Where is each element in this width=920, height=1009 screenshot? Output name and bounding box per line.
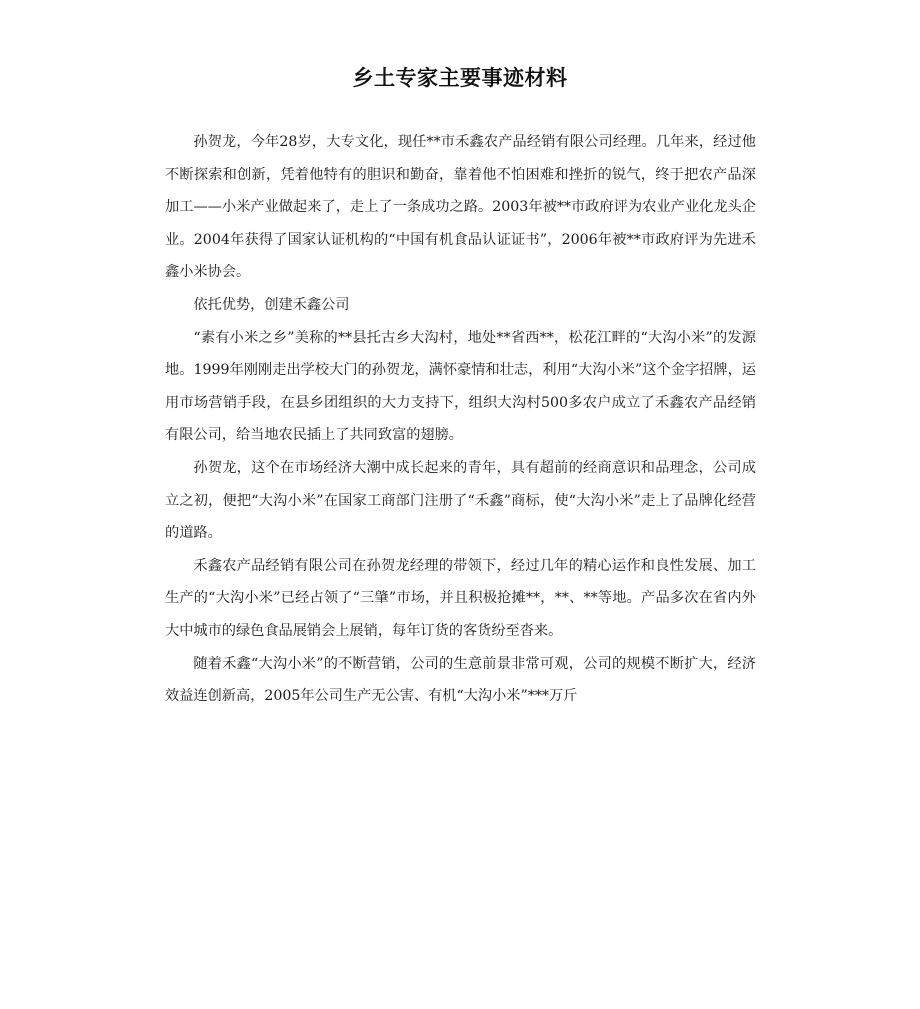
document-body <box>165 126 756 713</box>
paragraph-brand: 孙贺龙，这个在市场经济大潮中成长起来的青年，具有超前的经商意识和品理念，公司成立之初，便把“大沟小米”在国家工商部门注册了“禾鑫”商标，使“大沟小米”走上了品牌化经营的道路。 <box>165 459 756 542</box>
paragraph-market: 禾鑫农产品经销有限公司在孙贺龙经理的带领下，经过几年的精心运作和良性发展、加工生产的“大沟小米”已经占领了“三肇”市场，并且积极抢摊**，**、**等地。产品多次在省内外大中城市的绿色食品展销会上展销，每年订货的客货纷至沓来。 <box>165 557 756 639</box>
paragraph-origin: “素有小米之乡”美称的**县托古乡大沟村，地处**省西**，松花江畔的“大沟小米”的发源地。1999年刚刚走出学校大门的孙贺龙，满怀豪情和壮志，利用“大沟小米”这个金字招牌，运用市场营销手段，在县乡团组织的大力支持下，组织大沟村500多农户成立了禾鑫农产品经销有限公司，给当地农民插上了共同致富的翅膀。 <box>165 329 756 444</box>
document-title: 乡土专家主要事迹材料 <box>352 66 568 90</box>
paragraph-intro: 孙贺龙，今年28岁，大专文化，现任**市禾鑫农产品经销有限公司经理。几年来，经过他不断探索和创新，凭着他特有的胆识和勤奋，靠着他不怕困难和挫折的锐气，终于把农产品深加工——小米产业做起来了，走上了一条成功之路。2003年被**市政府评为农业产业化龙头企业。2004年获得了国家认证机构的“中国有机食品认证证书”，2006年被**市政府评为先进禾鑫小米协会。 <box>165 134 756 281</box>
section-heading: 依托优势，创建禾鑫公司 <box>193 296 350 313</box>
paragraph-growth: 随着禾鑫“大沟小米”的不断营销，公司的生意前景非常可观，公司的规模不断扩大，经济效益连创新高，2005年公司生产无公害、有机“大沟小米”***万斤 <box>165 655 756 705</box>
